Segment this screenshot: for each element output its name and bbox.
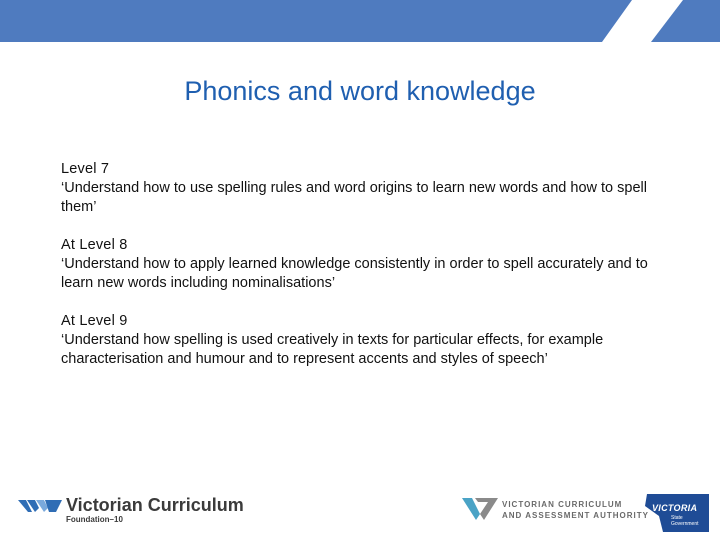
slide-title: Phonics and word knowledge xyxy=(184,76,536,106)
vic-logo-name: VICTORIA xyxy=(652,503,698,513)
vcaa-logo xyxy=(462,494,649,526)
level-description: ‘Understand how to apply learned knowledge consistently in order to spell accurately and to learn new words including nominalisations’ xyxy=(61,256,648,291)
vcaa-logo-icon xyxy=(462,496,498,522)
victorian-curriculum-logo xyxy=(18,494,258,528)
vc-logo-icon xyxy=(18,496,62,516)
level-description: ‘Understand how spelling is used creatively in texts for particular effects, for example characterisation and humour and to represent accents and styles of speech’ xyxy=(61,332,604,367)
level-list xyxy=(61,160,671,388)
level-description: ‘Understand how to use spelling rules and word origins to learn new words and how to spell them’ xyxy=(61,180,647,215)
vc-logo-name: Victorian Curriculum xyxy=(66,495,244,515)
victoria-state-government-logo xyxy=(643,492,709,532)
vc-logo-subtitle: Foundation–10 xyxy=(66,515,123,524)
level-heading: At Level 9 xyxy=(61,313,128,329)
level-heading: At Level 8 xyxy=(61,237,128,253)
vic-logo-subtitle: State Government xyxy=(671,515,699,527)
header-banner xyxy=(0,0,720,42)
level-heading: Level 7 xyxy=(61,161,110,177)
level-8-block xyxy=(61,236,671,293)
level-7-block xyxy=(61,160,671,217)
vcaa-logo-line2: AND ASSESSMENT AUTHORITY xyxy=(502,511,649,520)
vcaa-logo-line1: VICTORIAN CURRICULUM xyxy=(502,500,623,509)
level-9-block xyxy=(61,312,671,369)
